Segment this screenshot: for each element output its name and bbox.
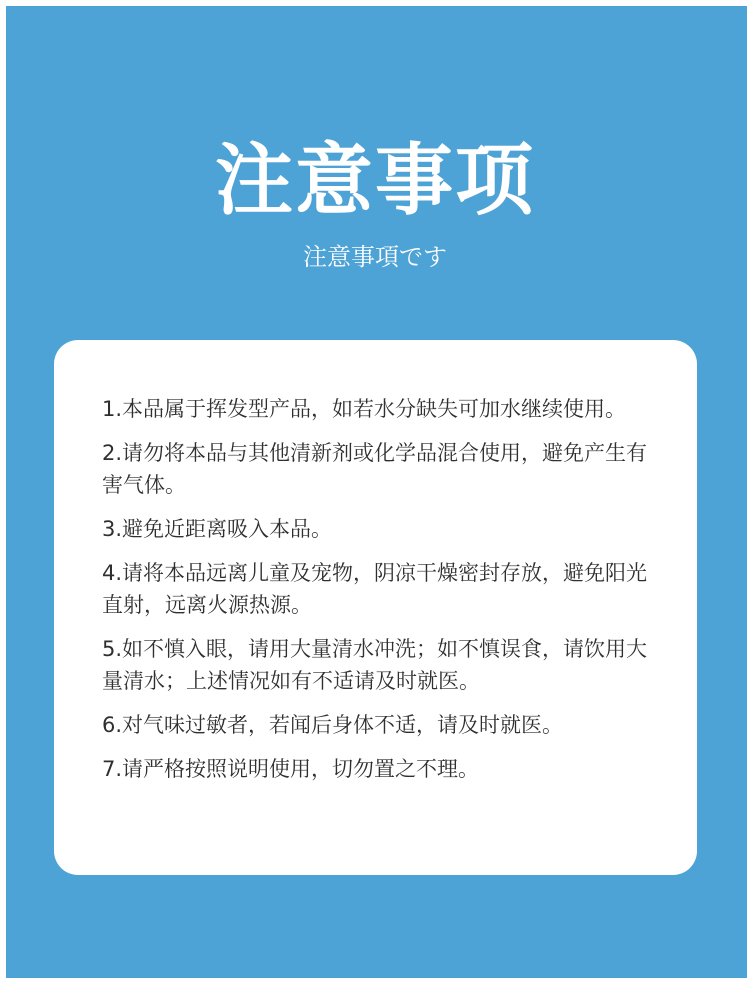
notice-item-5: 5.如不慎入眼，请用大量清水冲洗；如不慎误食，请饮用大量清水；上述情况如有不适请及时就医。: [102, 637, 648, 693]
notice-card: [54, 340, 697, 875]
notice-item-1: 1.本品属于挥发型产品，如若水分缺失可加水继续使用。: [102, 397, 627, 421]
notice-item-3: 3.避免近距离吸入本品。: [102, 517, 333, 541]
notice-item-6: 6.对气味过敏者，若闻后身体不适，请及时就医。: [102, 713, 564, 737]
notice-item-2: 2.请勿将本品与其他清新剂或化学品混合使用，避免产生有害气体。: [102, 441, 648, 497]
page-subtitle: 注意事項です: [303, 243, 447, 271]
page-title: 注意事项: [214, 136, 535, 226]
notice-list: [102, 393, 662, 797]
notice-item-4: 4.请将本品远离儿童及宠物，阴凉干燥密封存放，避免阳光直射，远离火源热源。: [102, 561, 648, 617]
notice-item-7: 7.请严格按照说明使用，切勿置之不理。: [102, 757, 480, 781]
